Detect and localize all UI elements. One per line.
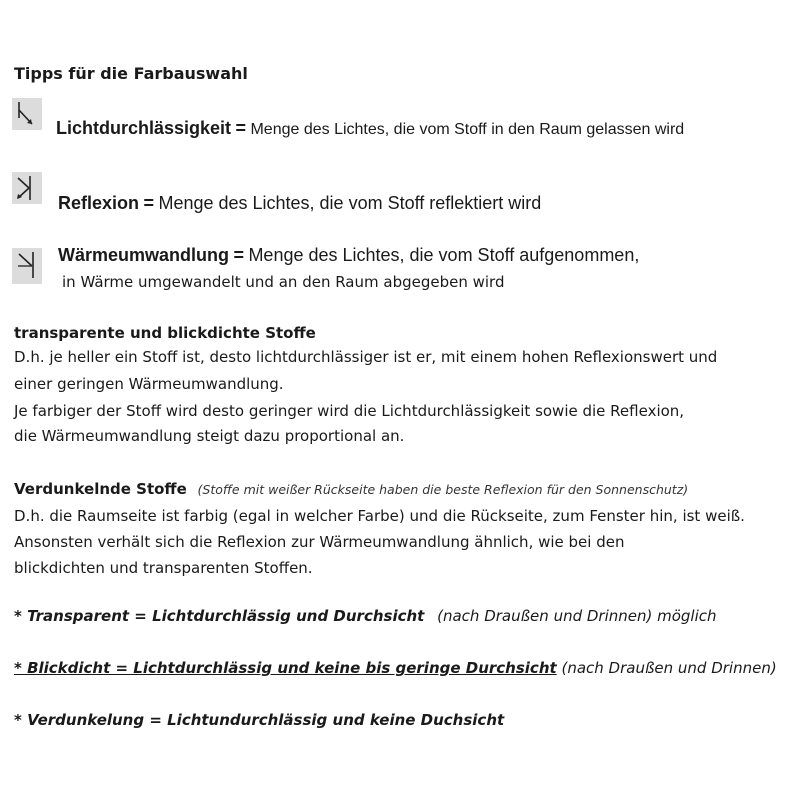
note-blackout	[14, 711, 504, 729]
equals-sign: =	[143, 193, 154, 213]
term-description: Menge des Lichtes, die vom Stoff in den Raum gelassen wird	[250, 121, 685, 138]
section-note: (Stoffe mit weißer Rückseite haben die beste Reflexion für den Sonnenschutz)	[197, 482, 689, 497]
note-definition: * Transparent = Lichtdurchlässig und Durchsicht	[14, 607, 425, 625]
section-heading-text: Verdunkelnde Stoffe	[14, 480, 187, 498]
definition-reflection	[58, 193, 541, 214]
note-remark: (nach Draußen und Drinnen) möglich	[437, 607, 717, 625]
paragraph-line: D.h. die Raumseite ist farbig (egal in welcher Farbe) und die Rückseite, zum Fenster hin, ist weiß.	[14, 507, 745, 525]
definition-transmission	[56, 118, 684, 139]
term-label: Lichtdurchlässigkeit	[56, 118, 232, 138]
page-title: Tipps für die Farbauswahl	[14, 64, 248, 83]
term-label: Reflexion	[58, 193, 140, 213]
reflection-icon	[12, 172, 42, 204]
definition-heat-conversion	[58, 245, 639, 266]
term-label: Wärmeumwandlung	[58, 245, 230, 265]
paragraph-line: einer geringen Wärmeumwandlung.	[14, 375, 284, 393]
equals-sign: =	[233, 245, 244, 265]
light-transmission-icon	[12, 98, 42, 130]
note-opaque	[14, 659, 777, 677]
paragraph-line: D.h. je heller ein Stoff ist, desto lichtdurchlässiger ist er, mit einem hohen Reflexionswert und	[14, 348, 718, 366]
note-remark: (nach Draußen und Drinnen)	[561, 659, 777, 677]
term-description: Menge des Lichtes, die vom Stoff aufgenommen,	[248, 245, 640, 265]
paragraph-line: Je farbiger der Stoff wird desto geringer wird die Lichtdurchlässigkeit sowie die Reflexion,	[14, 402, 685, 420]
paragraph-line: blickdichten und transparenten Stoffen.	[14, 559, 313, 577]
paragraph-line: Ansonsten verhält sich die Reflexion zur Wärmeumwandlung ähnlich, wie bei den	[14, 533, 625, 551]
paragraph-line: die Wärmeumwandlung steigt dazu proportional an.	[14, 427, 405, 445]
heat-conversion-icon	[12, 248, 42, 284]
term-description: Menge des Lichtes, die vom Stoff reflektiert wird	[158, 193, 542, 213]
note-definition: * Verdunkelung = Lichtundurchlässig und keine Duchsicht	[14, 711, 505, 729]
section-heading-transparent: transparente und blickdichte Stoffe	[14, 324, 316, 342]
section-heading-blackout	[14, 478, 688, 501]
note-transparent	[14, 607, 717, 625]
note-definition: * Blickdicht = Lichtdurchlässig und keine bis geringe Durchsicht	[14, 659, 557, 677]
term-description-continued: in Wärme umgewandelt und an den Raum abgegeben wird	[62, 273, 505, 291]
equals-sign: =	[235, 118, 247, 138]
